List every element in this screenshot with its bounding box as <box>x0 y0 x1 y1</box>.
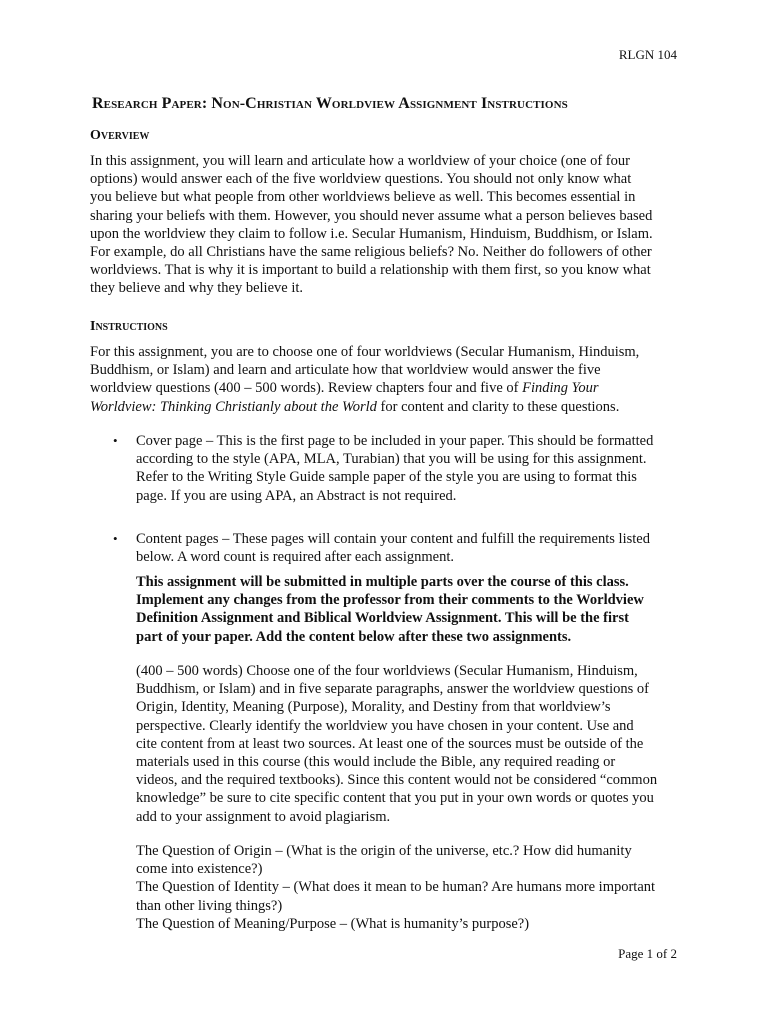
instructions-text: worldview questions (400 – 500 words). Review chapters four and five of <box>90 380 523 397</box>
overview-line: you believe but what people from other worldviews believe as well. This becomes essential in <box>90 189 636 206</box>
overview-line: sharing your beliefs with them. However, you should never assume what a person believes based <box>90 207 653 224</box>
instructions-heading: Instructions <box>90 319 168 334</box>
requirement-line: knowledge” be sure to cite specific content that you put in your own words or quotes you <box>136 790 654 807</box>
book-title-part: Worldview: Thinking Christianly about the World <box>90 398 377 415</box>
instructions-line: For this assignment, you are to choose one of four worldviews (Secular Humanism, Hinduism, <box>90 344 640 360</box>
bullet-line: Cover page – This is the first page to be included in your paper. This should be formatted <box>136 433 654 449</box>
bullet-line: page. If you are using APA, an Abstract is not required. <box>136 487 457 504</box>
bullet-text <box>136 432 688 505</box>
worldview-questions <box>136 842 688 933</box>
instructions-line <box>90 398 688 416</box>
bullet-text <box>136 530 688 566</box>
instructions-paragraph <box>90 343 688 416</box>
note-line: part of your paper. Add the content below after these two assignments. <box>136 628 572 645</box>
note-line: This assignment will be submitted in multiple parts over the course of this class. <box>136 574 629 590</box>
note-line: Definition Assignment and Biblical Worldview Assignment. This will be the first <box>136 610 629 627</box>
question-line: The Question of Origin – (What is the origin of the universe, etc.? How did humanity <box>136 843 632 859</box>
bullet-line: Content pages – These pages will contain your content and fulfill the requirements listed <box>136 531 650 547</box>
submission-note <box>136 573 688 646</box>
bullet-line: according to the style (APA, MLA, Turabian) that you will be using for this assignment. <box>136 451 647 468</box>
overview-line: they believe and why they believe it. <box>90 280 303 297</box>
question-line: than other living things?) <box>136 897 283 914</box>
instructions-text: for content and clarity to these questions. <box>376 398 620 415</box>
requirement-line: (400 – 500 words) Choose one of the four worldviews (Secular Humanism, Hinduism, <box>136 663 638 679</box>
question-line: The Question of Meaning/Purpose – (What is humanity’s purpose?) <box>136 915 530 932</box>
question-line: The Question of Identity – (What does it mean to be human? Are humans more important <box>136 879 656 896</box>
bullet-icon: • <box>113 531 118 546</box>
bullet-icon: • <box>113 433 118 448</box>
bullet-line: Refer to the Writing Style Guide sample paper of the style you are using to format this <box>136 469 637 486</box>
note-line: Implement any changes from the professor from their comments to the Worldview <box>136 592 644 609</box>
content-requirements <box>136 662 688 826</box>
page-title: Research Paper: Non-Christian Worldview Assignment Instructions <box>92 95 568 112</box>
overview-line: worldviews. That is why it is important to build a relationship with them first, so you know what <box>90 262 651 279</box>
requirement-line: Buddhism, or Islam) and in five separate paragraphs, answer the worldview questions of <box>136 681 650 698</box>
overview-paragraph <box>90 152 688 298</box>
overview-heading: Overview <box>90 128 150 143</box>
book-title-part: Finding Your <box>522 380 599 397</box>
requirement-line: materials used in this course (this would include the Bible, any required reading or <box>136 754 616 771</box>
course-code: RLGN 104 <box>618 47 677 62</box>
requirement-line: perspective. Clearly identify the worldview you have chosen in your content. Use and <box>136 717 634 734</box>
requirement-line: cite content from at least two sources. At least one of the sources must be outside of the <box>136 735 644 752</box>
question-line: come into existence?) <box>136 861 263 878</box>
requirement-line: Origin, Identity, Meaning (Purpose), Morality, and Destiny from that worldview’s <box>136 699 611 716</box>
requirement-line: add to your assignment to avoid plagiarism. <box>136 808 391 825</box>
instructions-line <box>90 379 688 397</box>
overview-line: For example, do all Christians have the same religious beliefs? No. Neither do followers of other <box>90 244 652 261</box>
instructions-line: Buddhism, or Islam) and learn and articulate how that worldview would answer the five <box>90 362 601 379</box>
overview-line: upon the worldview they claim to follow i.e. Secular Humanism, Hinduism, Buddhism, or Islam. <box>90 225 653 242</box>
page-indicator: Page 1 of 2 <box>618 946 677 961</box>
requirement-line: videos, and the required textbooks). Since this content would not be considered “common <box>136 772 658 789</box>
overview-line: In this assignment, you will learn and articulate how a worldview of your choice (one of four <box>90 153 630 169</box>
bullet-line: below. A word count is required after each assignment. <box>136 549 454 566</box>
overview-line: options) would answer each of the five worldview questions. You should not only know what <box>90 171 632 188</box>
